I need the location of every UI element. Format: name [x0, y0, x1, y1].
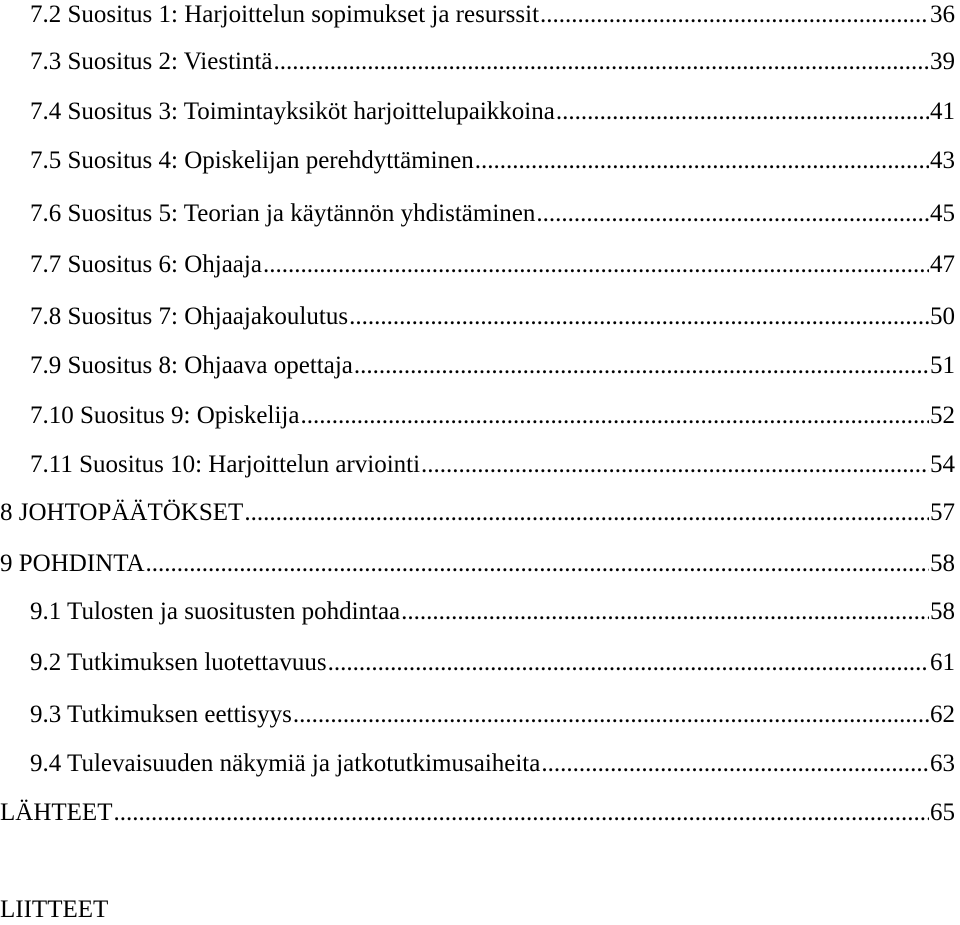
toc-leader-dots: [475, 146, 929, 176]
toc-leader-dots: [328, 648, 929, 678]
toc-entry[interactable]: [0, 401, 955, 431]
toc-entry[interactable]: [0, 47, 955, 77]
toc-leader-dots: [274, 47, 929, 77]
toc-entry-title: 9.1 Tulosten ja suositusten pohdintaa: [30, 598, 401, 625]
toc-entry-title: 7.2 Suositus 1: Harjoittelun sopimukset ja resurssit: [30, 1, 540, 28]
toc-entry[interactable]: [0, 549, 955, 579]
toc-entry-page: 61: [930, 649, 955, 676]
toc-entry-title: 7.4 Suositus 3: Toimintayksiköt harjoittelupaikkoina: [30, 98, 555, 125]
toc-leader-dots: [421, 450, 929, 480]
toc-leader-dots: [541, 749, 929, 779]
appendix-heading: LIITTEET: [0, 896, 109, 923]
toc-leader-dots: [293, 700, 929, 730]
toc-leader-dots: [113, 798, 929, 828]
toc-leader-dots: [349, 302, 929, 332]
toc-entry-page: 47: [930, 251, 955, 278]
toc-entry-title: 7.3 Suositus 2: Viestintä: [30, 48, 273, 75]
toc-entry-page: 50: [930, 303, 955, 330]
toc-entry[interactable]: [0, 700, 955, 730]
toc-entry-title: 7.6 Suositus 5: Teorian ja käytännön yhdistäminen: [30, 200, 536, 227]
toc-leader-dots: [401, 597, 929, 627]
toc-entry-page: 62: [930, 701, 955, 728]
toc-entry-title: 9.4 Tulevaisuuden näkymiä ja jatkotutkimusaiheita: [30, 750, 541, 777]
toc-entry[interactable]: [0, 597, 955, 627]
toc-entry-page: 36: [930, 1, 955, 28]
toc-entry[interactable]: [0, 498, 955, 528]
toc-entry[interactable]: [0, 302, 955, 332]
toc-entry[interactable]: [0, 798, 955, 828]
toc-leader-dots: [244, 498, 929, 528]
toc-entry-page: 41: [930, 98, 955, 125]
toc-entry-page: 54: [930, 451, 955, 478]
toc-entry-title: 7.9 Suositus 8: Ohjaava opettaja: [30, 352, 353, 379]
toc-entry-page: 65: [930, 799, 955, 826]
toc-entry-title: 7.5 Suositus 4: Opiskelijan perehdyttäminen: [30, 147, 474, 174]
toc-entry-title: LÄHTEET: [0, 799, 113, 826]
toc-entry-page: 58: [930, 550, 955, 577]
toc-entry[interactable]: [0, 250, 955, 280]
toc-entry[interactable]: [0, 97, 955, 127]
toc-leader-dots: [300, 401, 929, 431]
toc-entry-title: 9.3 Tutkimuksen eettisyys: [30, 701, 292, 728]
toc-entry-title: 7.8 Suositus 7: Ohjaajakoulutus: [30, 303, 349, 330]
toc-entry-page: 39: [930, 48, 955, 75]
toc-entry[interactable]: [0, 351, 955, 381]
toc-entry[interactable]: [0, 749, 955, 779]
toc-entry-title: 9.2 Tutkimuksen luotettavuus: [30, 649, 327, 676]
toc-entry-page: 63: [930, 750, 955, 777]
toc-leader-dots: [146, 549, 929, 579]
toc-leader-dots: [263, 250, 929, 280]
toc-leader-dots: [354, 351, 929, 381]
toc-leader-dots: [556, 97, 929, 127]
toc-entry-page: 43: [930, 147, 955, 174]
toc-entry-title: 7.7 Suositus 6: Ohjaaja: [30, 251, 262, 278]
toc-entry[interactable]: [0, 648, 955, 678]
toc-entry-page: 58: [930, 598, 955, 625]
toc-entry[interactable]: [0, 146, 955, 176]
toc-entry[interactable]: [0, 0, 955, 30]
toc-entry-page: 45: [930, 200, 955, 227]
toc-entry-page: 51: [930, 352, 955, 379]
toc-entry-title: 7.11 Suositus 10: Harjoittelun arviointi: [30, 451, 421, 478]
toc-entry-page: 52: [930, 402, 955, 429]
toc-entry-title: 9 POHDINTA: [0, 550, 145, 577]
toc-leader-dots: [540, 0, 929, 30]
toc-entry[interactable]: [0, 450, 955, 480]
toc-entry-title: 8 JOHTOPÄÄTÖKSET: [0, 499, 244, 526]
toc-entry-title: 7.10 Suositus 9: Opiskelija: [30, 402, 300, 429]
toc-entry-page: 57: [930, 499, 955, 526]
toc-leader-dots: [536, 199, 929, 229]
toc-entry[interactable]: [0, 199, 955, 229]
